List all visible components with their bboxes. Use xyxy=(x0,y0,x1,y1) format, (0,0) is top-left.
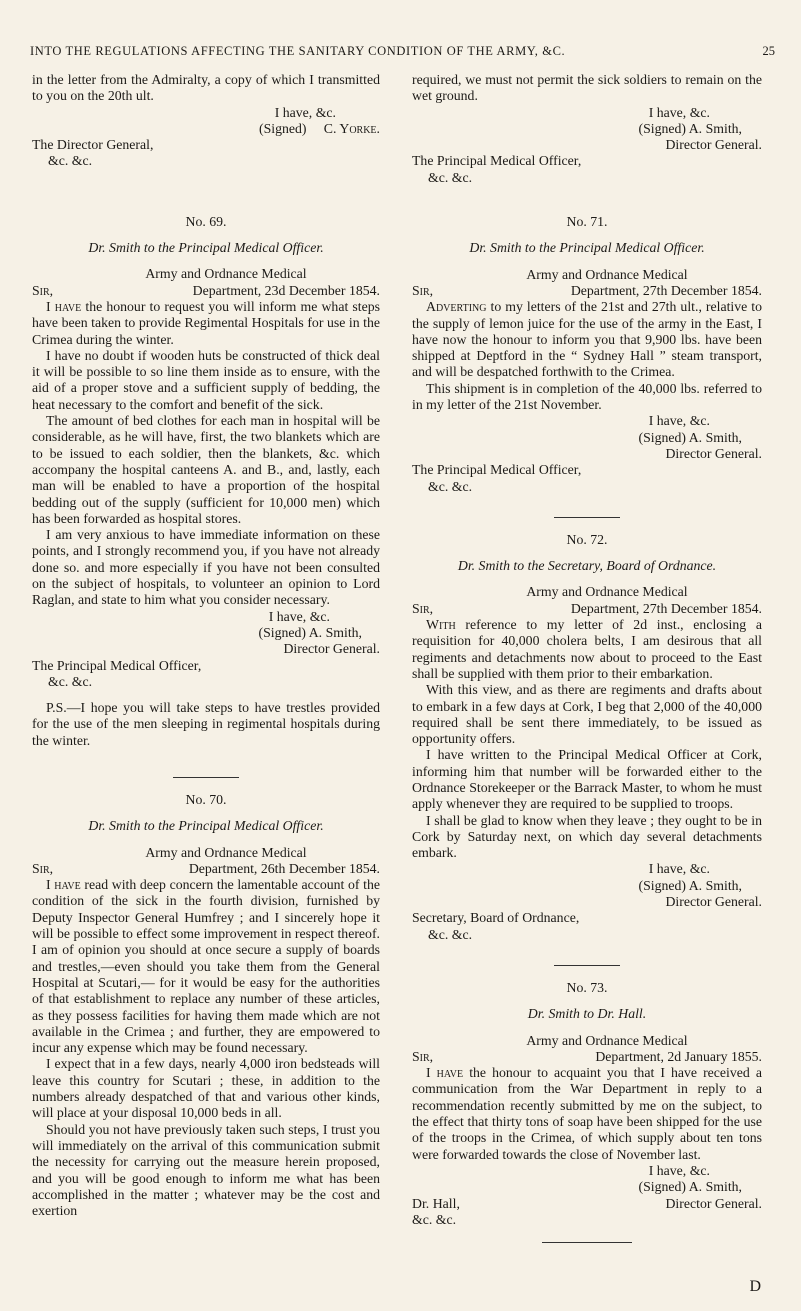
addressee: The Director General, xyxy=(32,137,154,153)
continued-paragraph: in the letter from the Admiralty, a copy of which I transmitted to you on the 20th ult. xyxy=(32,72,380,104)
salutation-line: Sir, Department, 27th December 1854. xyxy=(412,282,762,298)
closing: I have, &c. xyxy=(268,608,330,624)
etc: &c. &c. xyxy=(412,1211,457,1227)
signature-line: (Signed) A. Smith, xyxy=(638,877,742,893)
letter-number: No. 73. xyxy=(566,979,608,995)
closing: I have, &c. xyxy=(648,861,710,877)
letter-number: No. 69. xyxy=(185,213,227,229)
letter-number: No. 72. xyxy=(566,531,608,547)
signature-line: (Signed) A. Smith, xyxy=(258,624,362,640)
paragraph: I have written to the Principal Medical Officer at Cork, informing him that number will be forwarded either to the Ordnance Storekeeper or the Barrack Master, to whom he must apply whenever they are required to be supplied to troops. xyxy=(412,747,762,812)
divider xyxy=(554,965,620,966)
salutation-line: Sir, Department, 27th December 1854. xyxy=(412,600,762,616)
addressee: The Principal Medical Officer, xyxy=(32,657,202,673)
signature-line: (Signed) C. Yorke. xyxy=(259,120,380,136)
etc: &c. &c. xyxy=(428,926,473,942)
letter-number: No. 70. xyxy=(185,791,227,807)
signature-line: (Signed) A. Smith, xyxy=(638,120,742,136)
signer-title: Director General. xyxy=(665,445,762,461)
paragraph: I have the honour to request you will inform me what steps have been taken to provide Regimental Hospitals for use in the Crimea during the winter. xyxy=(32,298,381,347)
salutation-line: Sir, Department, 26th December 1854. xyxy=(32,860,380,876)
divider xyxy=(173,777,239,778)
dept-line: Army and Ordnance Medical xyxy=(526,584,688,600)
signer-title: Director General. xyxy=(665,137,762,153)
signer-title: Director General. xyxy=(283,641,380,657)
paragraph: I expect that in a few days, nearly 4,000 iron bedsteads will leave this country for Scutari ; these, in addition to the numbers already despatched of that and various other kinds, will place at your disposal 10,000 beds in all. xyxy=(32,1056,380,1121)
dept-line: Army and Ordnance Medical xyxy=(145,266,307,282)
signer-title: Director General. xyxy=(665,894,762,910)
paragraph: This shipment is in completion of the 40,000 lbs. referred to in my letter of the 21st November. xyxy=(412,380,762,413)
left-column xyxy=(32,72,380,1219)
divider xyxy=(554,517,620,518)
signature-line: (Signed) A. Smith, xyxy=(638,1179,742,1195)
paragraph: I have the honour to acquaint you that I have received a communication from the War Department in reply to a recommendation recently submitted by me on the subject, to the effect that thirty tons of soap have been shipped for the use of the troops in the Crimea, of which supply about ten tons were forwarded towards the close of November last. xyxy=(412,1065,762,1162)
letter-heading: Dr. Smith to the Principal Medical Officer. xyxy=(88,240,324,256)
paragraph: I am very anxious to have immediate information on these points, and I strongly recommend you, if you have not already done so. and more especially if you have not been consulted on the subject of hospitals, to volunteer an opinion to Lord Raglan, and state to him what you consider necessary. xyxy=(32,527,380,608)
paragraph: Should you not have previously taken such steps, I trust you will immediately on the arrival of this communication submit the necessity for carrying out the measure herein proposed, and you will be good enough to inform me what has been accomplished in the matter ; whatever may be the cost and exertion xyxy=(32,1121,380,1219)
dept-line: Army and Ordnance Medical xyxy=(145,844,307,860)
closing: I have, &c. xyxy=(648,104,710,120)
etc: &c. &c. xyxy=(428,169,473,185)
addressee-line: Dr. Hall, Director General. xyxy=(412,1195,762,1211)
signature-mark: D xyxy=(749,1278,761,1295)
closing: I have, &c. xyxy=(274,104,336,120)
addressee: The Principal Medical Officer, xyxy=(412,462,582,478)
paragraph: With this view, and as there are regiments and drafts about to embark in a few days at Cork, I beg that 2,000 of the 40,000 required shall be sent there immediately, to be issued as opportunity offers. xyxy=(412,682,762,747)
postscript: P.S.—I hope you will take steps to have trestles provided for the use of the men sleeping in regimental hospitals during the winter. xyxy=(32,700,380,748)
closing: I have, &c. xyxy=(648,1162,710,1178)
salutation-line: Sir, Department, 23d December 1854. xyxy=(32,282,380,298)
paragraph: I have no doubt if wooden huts be constructed of thick deal it will be possible to so line them inside as to ensure, with the aid of a proper stove and a sufficient supply of bedding, the heat necessary to the comfort and benefit of the sick. xyxy=(32,347,380,412)
letter-heading: Dr. Smith to the Secretary, Board of Ordnance. xyxy=(457,558,717,574)
signature-line: (Signed) A. Smith, xyxy=(638,429,742,445)
addressee: The Principal Medical Officer, xyxy=(412,153,582,169)
running-header xyxy=(30,44,775,59)
page-number: 25 xyxy=(762,44,775,58)
salutation-line: Sir, Department, 2d January 1855. xyxy=(412,1048,762,1064)
paragraph: Adverting to my letters of the 21st and 27th ult., relative to the supply of lemon juice for the use of the army in the East, I have now the honour to inform you that 9,900 lbs. have been shipped at Deptford in the “ Sydney Hall ” steam transport, and will be despatched forthwith to the Crimea. xyxy=(412,299,763,380)
right-column xyxy=(412,72,762,1243)
paragraph: I shall be glad to know when they leave ; they ought to be in Cork by Saturday next, on which day several detachments embark. xyxy=(412,812,762,861)
etc: &c. &c. xyxy=(48,673,93,689)
dept-line: Army and Ordnance Medical xyxy=(526,1032,688,1048)
letter-heading: Dr. Smith to the Principal Medical Officer. xyxy=(469,240,705,256)
addressee: Secretary, Board of Ordnance, xyxy=(412,910,580,926)
continued-paragraph: required, we must not permit the sick soldiers to remain on the wet ground. xyxy=(412,72,762,104)
paragraph: With reference to my letter of 2d inst., enclosing a requisition for 40,000 cholera belts, I am desirous that all regiments and detachments now about to proceed to the East shall be supplied with them prior to their embarkation. xyxy=(412,617,762,681)
etc: &c. &c. xyxy=(48,153,93,169)
letter-number: No. 71. xyxy=(566,214,608,230)
divider xyxy=(542,1242,632,1243)
running-title: INTO THE REGULATIONS AFFECTING THE SANITARY CONDITION OF THE ARMY, &C. xyxy=(30,44,566,58)
closing: I have, &c. xyxy=(648,413,710,429)
dept-line: Army and Ordnance Medical xyxy=(526,266,688,282)
letter-heading: Dr. Smith to Dr. Hall. xyxy=(527,1006,647,1022)
etc: &c. &c. xyxy=(428,478,473,494)
paragraph: The amount of bed clothes for each man in hospital will be considerable, as he will have, first, the two blankets which are to be issued to each soldier, then the blankets, &c. which accompany the hospital canteens A. and B., and, lastly, each man will be enabled to have a proportion of the hospital bedding out of the supply (sufficient for 10,000 men) which has been forwarded as hospital stores. xyxy=(32,413,380,526)
paragraph: I have read with deep concern the lamentable account of the condition of the sick in the fourth division, furnished by Deputy Inspector General Humfrey ; and I sincerely hope it will be possible to effect some improvement in respect thereof. I am of opinion you should at once secure a supply of boards and trestles,—even should you take them from the General Hospital at Scutari,— for it would be easy for the authorities of that establishment to replace any number of these articles, as they possess facilities for having them made which are not available in the Crimea ; and further, they are empowered to incur any expense which may be found necessary. xyxy=(32,877,381,1056)
letter-heading: Dr. Smith to the Principal Medical Officer. xyxy=(88,818,324,834)
